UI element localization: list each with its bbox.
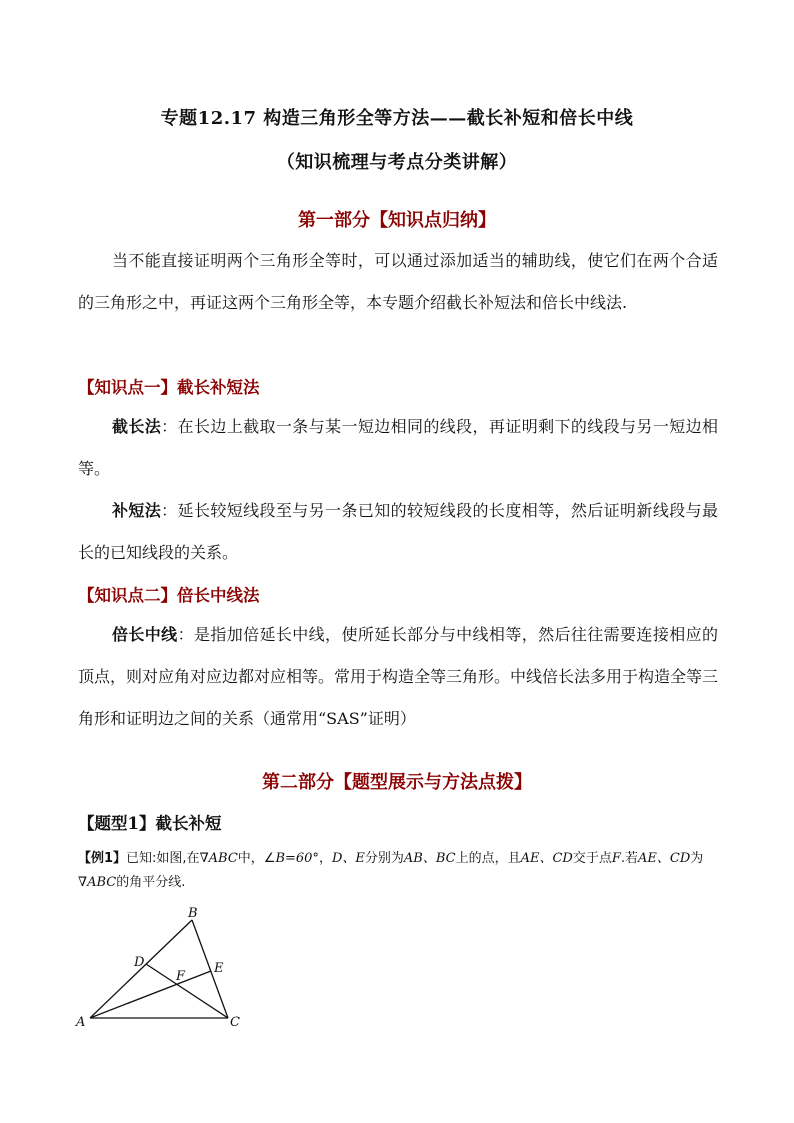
ex-text: 上的点，且 [455,851,521,866]
term-cut-long: 截长法 [112,417,162,436]
ex-text: 为 [690,851,704,866]
ex-math: F [611,851,621,866]
part2-heading: 第二部分【题型展示与方法点拨】 [262,772,532,793]
ex-math: ∇ABC [78,875,117,890]
ex-math: B=60° [275,851,319,866]
doc-subtitle: （知识梳理与考点分类讲解） [276,152,518,173]
kp1-cut-long [78,406,718,490]
kp2-heading: 【知识点二】倍长中线法 [78,586,260,605]
ex-text: 的角平分线. [116,875,186,890]
ex-math: ∇ABC [199,851,238,866]
term-fill-short: 补短法 [112,501,162,520]
point-a-label: A [76,1015,86,1030]
kp1-fill-short [78,490,718,574]
ex-text: ， [318,851,332,866]
term-double-median: 倍长中线 [112,625,178,644]
text-double-median: ：是指加倍延长中线，使所延长部分与中线相等，然后往往需要连接相应的顶点，则对应角对应边都对应相等。常用于构造全等三角形。中线倍长法多用于构造全等三角形和证明边之间的关系（通常用“SAS”证明） [78,625,719,728]
kp1-heading: 【知识点一】截长补短法 [78,378,260,397]
point-f-label: F [176,969,186,984]
ex-math: AE、CD [638,851,691,866]
example1-text [78,847,718,895]
example1-label: 【例1】 [78,851,127,866]
kp2-paragraph [78,614,718,740]
ex-text: 交于点 [572,851,612,866]
ex-math: AE、CD [520,851,573,866]
intro-paragraph: 当不能直接证明两个三角形全等时，可以通过添加适当的辅助线，使它们在两个合适的三角形之中，再证这两个三角形全等，本专题介绍截长补短法和倍长中线法. [78,251,718,312]
point-e-label: E [214,961,224,976]
text-fill-short: ：延长较短线段至与另一条已知的较短线段的长度相等，然后证明新线段与最长的已知线段的关系。 [78,501,718,562]
ex-text: 已知:如图,在 [126,851,200,866]
triangle-figure [70,900,270,1040]
ex-math: D、E [331,851,365,866]
ex-text: 中，∠ [237,851,276,866]
part1-heading: 第一部分【知识点归纳】 [298,210,496,231]
text-cut-long: ：在长边上截取一条与某一短边相同的线段，再证明剩下的线段与另一短边相等。 [78,417,718,478]
point-c-label: C [230,1015,240,1030]
point-b-label: B [188,906,198,921]
doc-title: 专题12.17 构造三角形全等方法——截长补短和倍长中线 [160,108,634,129]
ex-math: AB、BC [403,851,456,866]
point-d-label: D [134,955,145,970]
type1-heading: 【题型1】截长补短 [78,814,222,833]
ex-text: .若 [620,851,639,866]
ex-text: 分别为 [364,851,404,866]
